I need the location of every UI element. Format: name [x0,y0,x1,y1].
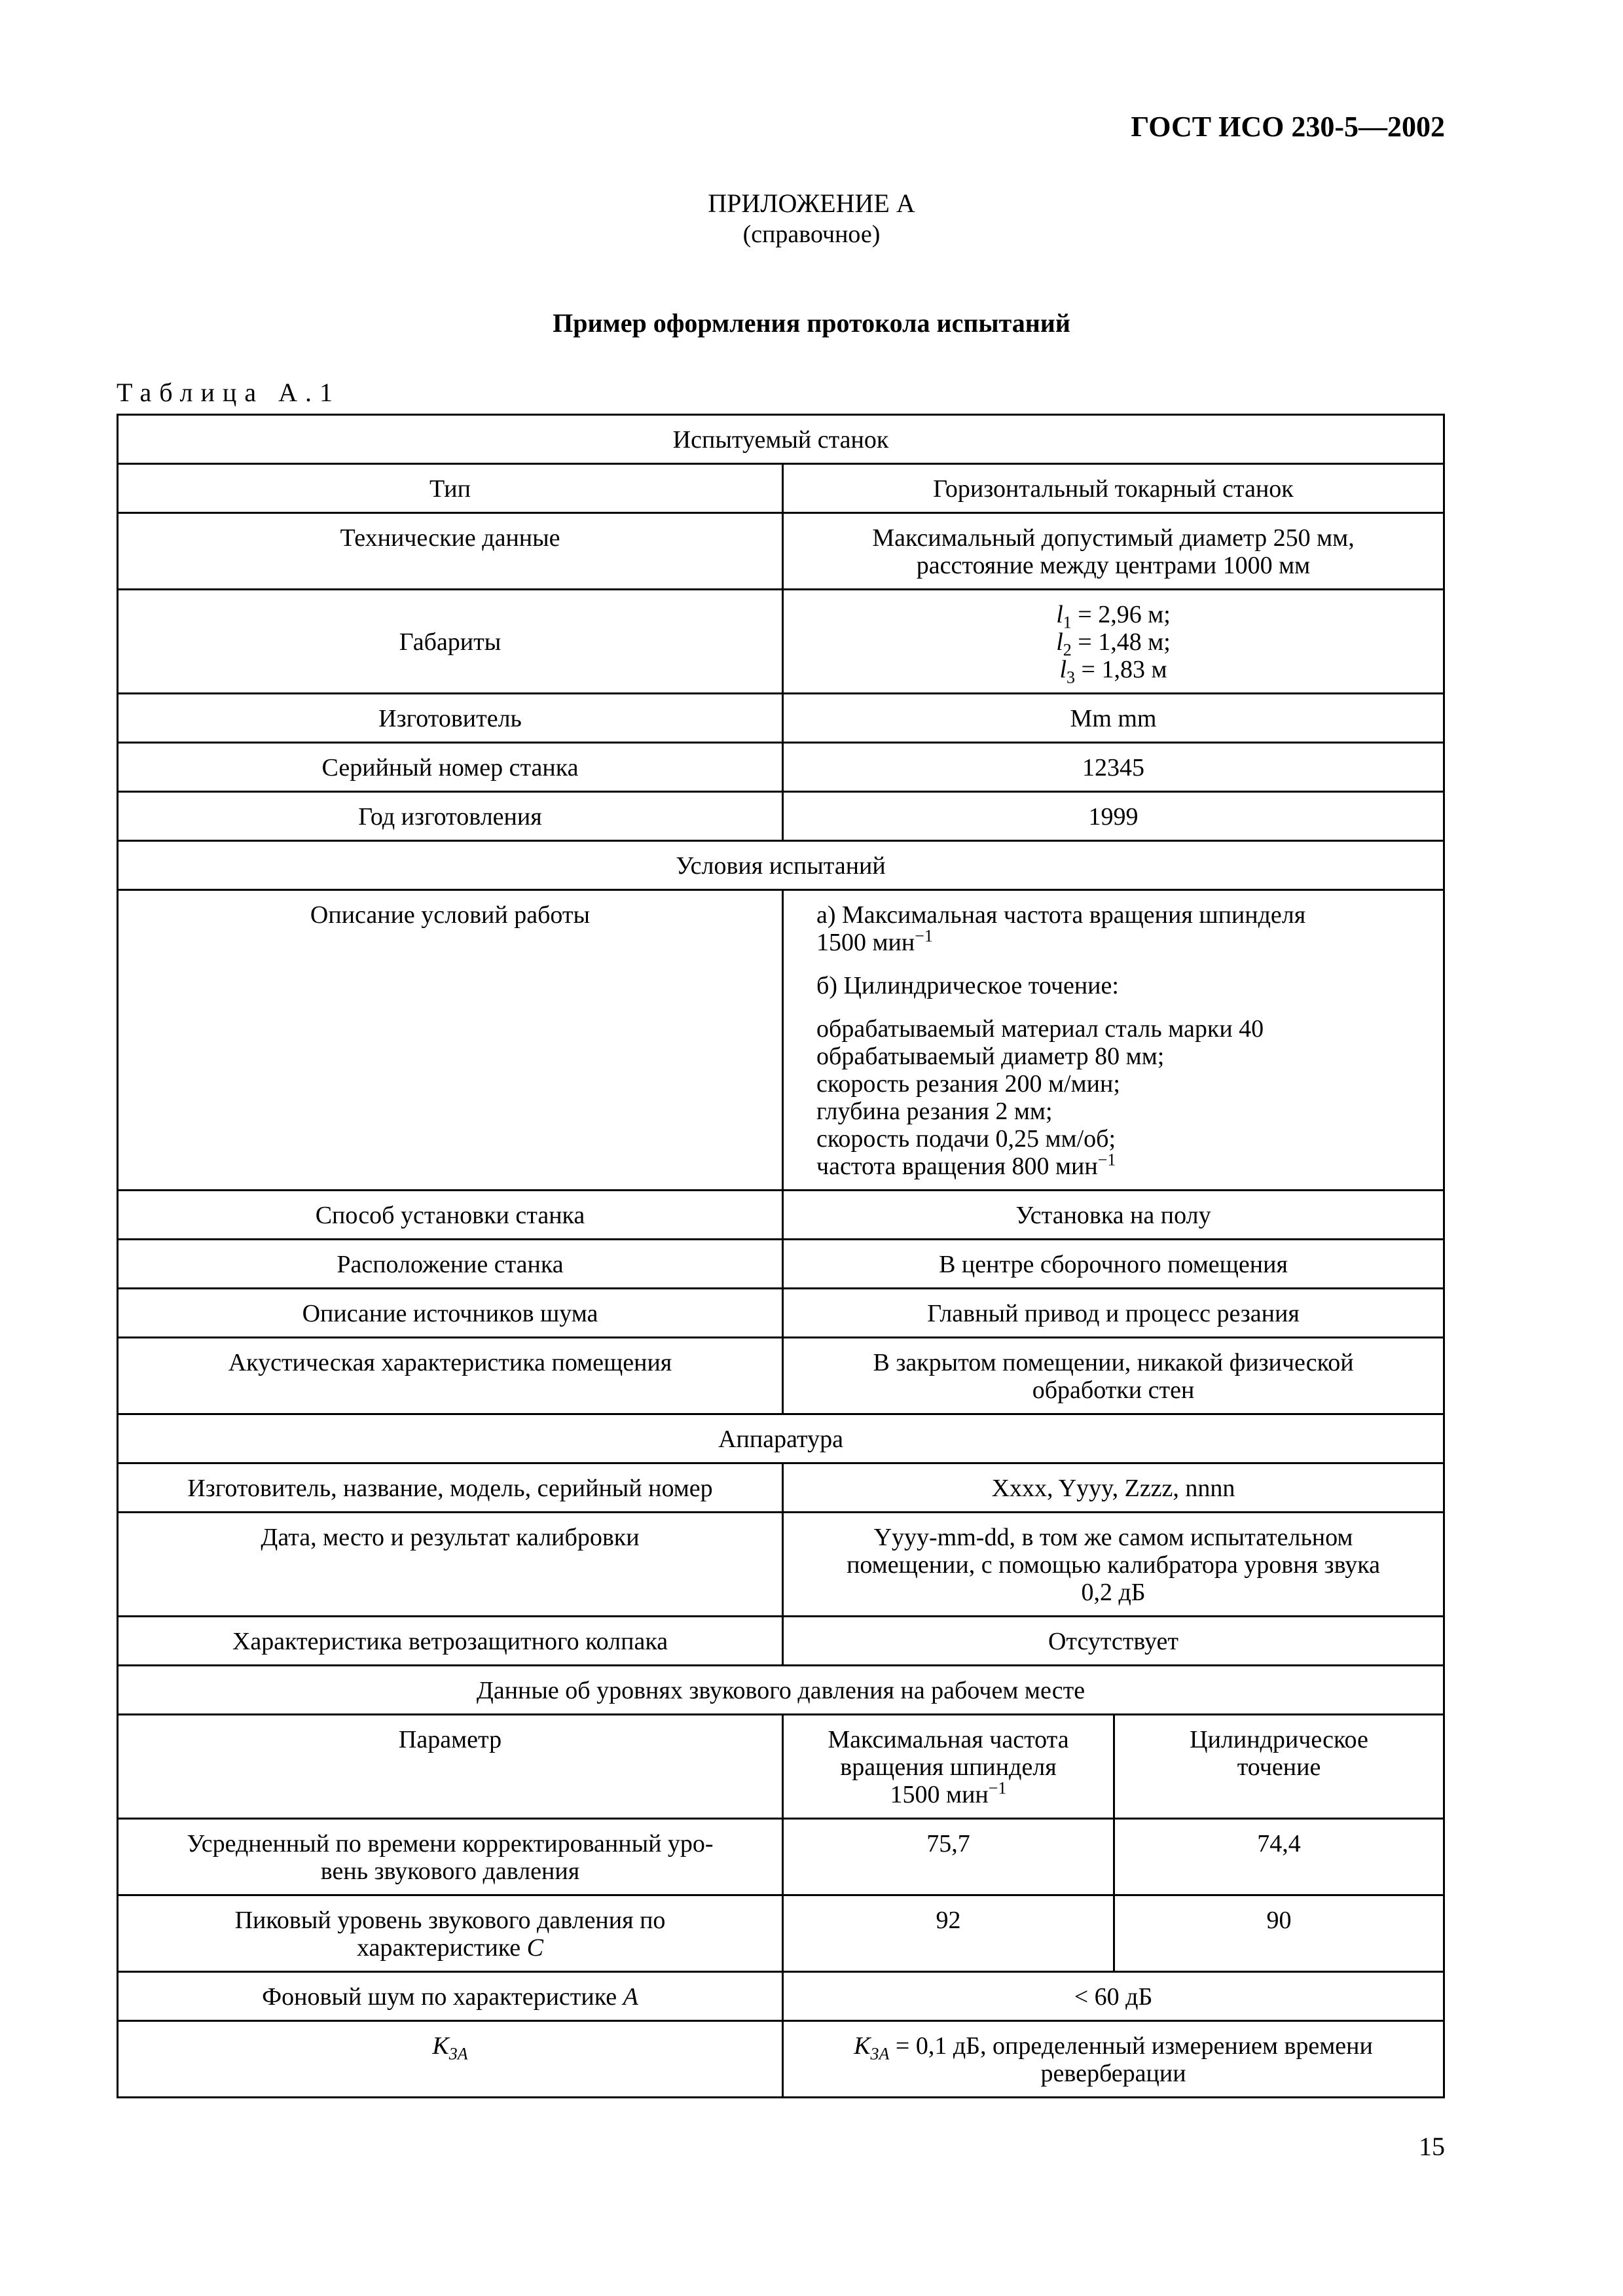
table-row [118,1463,1444,1513]
row-value: Mm mm [783,694,1444,743]
row-value: 1999 [783,792,1444,841]
row-label: Дата, место и результат калибровки [118,1513,783,1617]
condition-line: частота вращения 800 мин$^{-1}$ [816,1150,1116,1180]
row-label: Технические данные [118,513,783,590]
row-value: 90 [1114,1895,1444,1972]
condition-a-speed: 1500 мин$^{-1}$ [816,926,933,956]
standard-code: ГОСТ ИСО 230-5—2002 [1131,111,1445,143]
condition-line: скорость подачи 0,25 мм/об; [816,1125,1116,1153]
condition-line: глубина резания 2 мм; [816,1098,1053,1125]
table-row [118,694,1444,743]
table-row [118,1240,1444,1289]
row-label: Пиковый уровень звукового давления по характеристике C [118,1895,783,1972]
row-value: Горизонтальный токарный станок [783,464,1444,513]
section-heading-conditions: Условия испытаний [118,841,1444,890]
value-line: Максимальный допустимый диаметр 250 мм, [872,524,1355,552]
row-value: 12345 [783,743,1444,792]
table-caption: Таблица А.1 [117,378,340,407]
table-row [118,1819,1444,1895]
annex-note: (справочное) [742,221,881,248]
table-row [118,1513,1444,1617]
row-value [783,590,1444,694]
table-row [118,792,1444,841]
test-protocol-table [117,414,1445,2098]
row-value: $K_{3A} = 0,1$ дБ, определенный измерением времени реверберации [783,2021,1444,2098]
condition-a: а) Максимальная частота вращения шпинделя [816,901,1306,929]
table-row [118,415,1444,464]
condition-b: б) Цилиндрическое точение: [816,972,1119,999]
dimension-line: $l_2 = 1,48$ м; [1056,628,1171,660]
dimension-line: $l_1 = 2,96$ м; [1056,601,1171,632]
row-value [783,1513,1444,1617]
section-heading-machine: Испытуемый станок [118,415,1444,464]
table-row [118,2021,1444,2098]
table-row [118,1289,1444,1338]
table-row [118,1414,1444,1463]
row-value: < 60 дБ [783,1972,1444,2021]
row-label: Серийный номер станка [118,743,783,792]
table-row [118,1666,1444,1715]
column-header-parameter: Параметр [118,1715,783,1819]
section-heading-levels: Данные об уровнях звукового давления на рабочем месте [118,1666,1444,1715]
row-label: Характеристика ветрозащитного колпака [118,1617,783,1666]
dimension-line: $l_3 = 1,83$ м [1059,656,1167,687]
condition-line: обрабатываемый диаметр 80 мм; [816,1043,1165,1070]
row-label: Габариты [118,590,783,694]
value-line: обработки стен [1032,1376,1195,1404]
annex-title: ПРИЛОЖЕНИЕ А [708,188,915,218]
document-title: Пример оформления протокола испытаний [553,308,1070,338]
row-value: Xxxx, Yyyy, Zzzz, nnnn [783,1463,1444,1513]
row-label: Описание условий работы [118,890,783,1191]
row-label: Усредненный по времени корректированный уро- вень звукового давления [118,1819,783,1895]
value-line: расстояние между центрами 1000 мм [916,552,1311,579]
table-row [118,1191,1444,1240]
row-value: 75,7 [783,1819,1114,1895]
row-value: 92 [783,1895,1114,1972]
column-header-max-speed: Максимальная частота вращения шпинделя 1500 мин$^{-1}$ [783,1715,1114,1819]
row-value: Отсутствует [783,1617,1444,1666]
row-label: Описание источников шума [118,1289,783,1338]
table-row [118,464,1444,513]
row-label: $K_{3A}$ [118,2021,783,2098]
column-header-turning: Цилиндрическое точение [1114,1715,1444,1819]
row-label: Тип [118,464,783,513]
value-line: 0,2 дБ [1081,1579,1146,1606]
row-label: Акустическая характеристика помещения [118,1338,783,1414]
value-line: В закрытом помещении, никакой физической [873,1349,1354,1376]
row-label: Изготовитель, название, модель, серийный номер [118,1463,783,1513]
row-value [783,890,1444,1191]
row-value [783,513,1444,590]
table-row [118,590,1444,694]
row-value [783,1338,1444,1414]
table-row [118,743,1444,792]
row-label: Год изготовления [118,792,783,841]
table-row [118,841,1444,890]
page-number: 15 [1419,2132,1445,2161]
row-value: В центре сборочного помещения [783,1240,1444,1289]
value-line: Yyyy-mm-dd, в том же самом испытательном [873,1524,1353,1551]
table-row [118,1972,1444,2021]
value-line: помещении, с помощью калибратора уровня звука [847,1551,1380,1579]
table-row [118,1338,1444,1414]
condition-line: обрабатываемый материал сталь марки 40 [816,1015,1264,1043]
table-row [118,513,1444,590]
table-row [118,1617,1444,1666]
row-label: Изготовитель [118,694,783,743]
table-row [118,1715,1444,1819]
section-heading-equipment: Аппаратура [118,1414,1444,1463]
row-label: Способ установки станка [118,1191,783,1240]
table-row [118,890,1444,1191]
condition-line: скорость резания 200 м/мин; [816,1070,1120,1098]
table-row [118,1895,1444,1972]
row-value: 74,4 [1114,1819,1444,1895]
row-label: Расположение станка [118,1240,783,1289]
row-label: Фоновый шум по характеристике A [118,1972,783,2021]
row-value: Главный привод и процесс резания [783,1289,1444,1338]
row-value: Установка на полу [783,1191,1444,1240]
